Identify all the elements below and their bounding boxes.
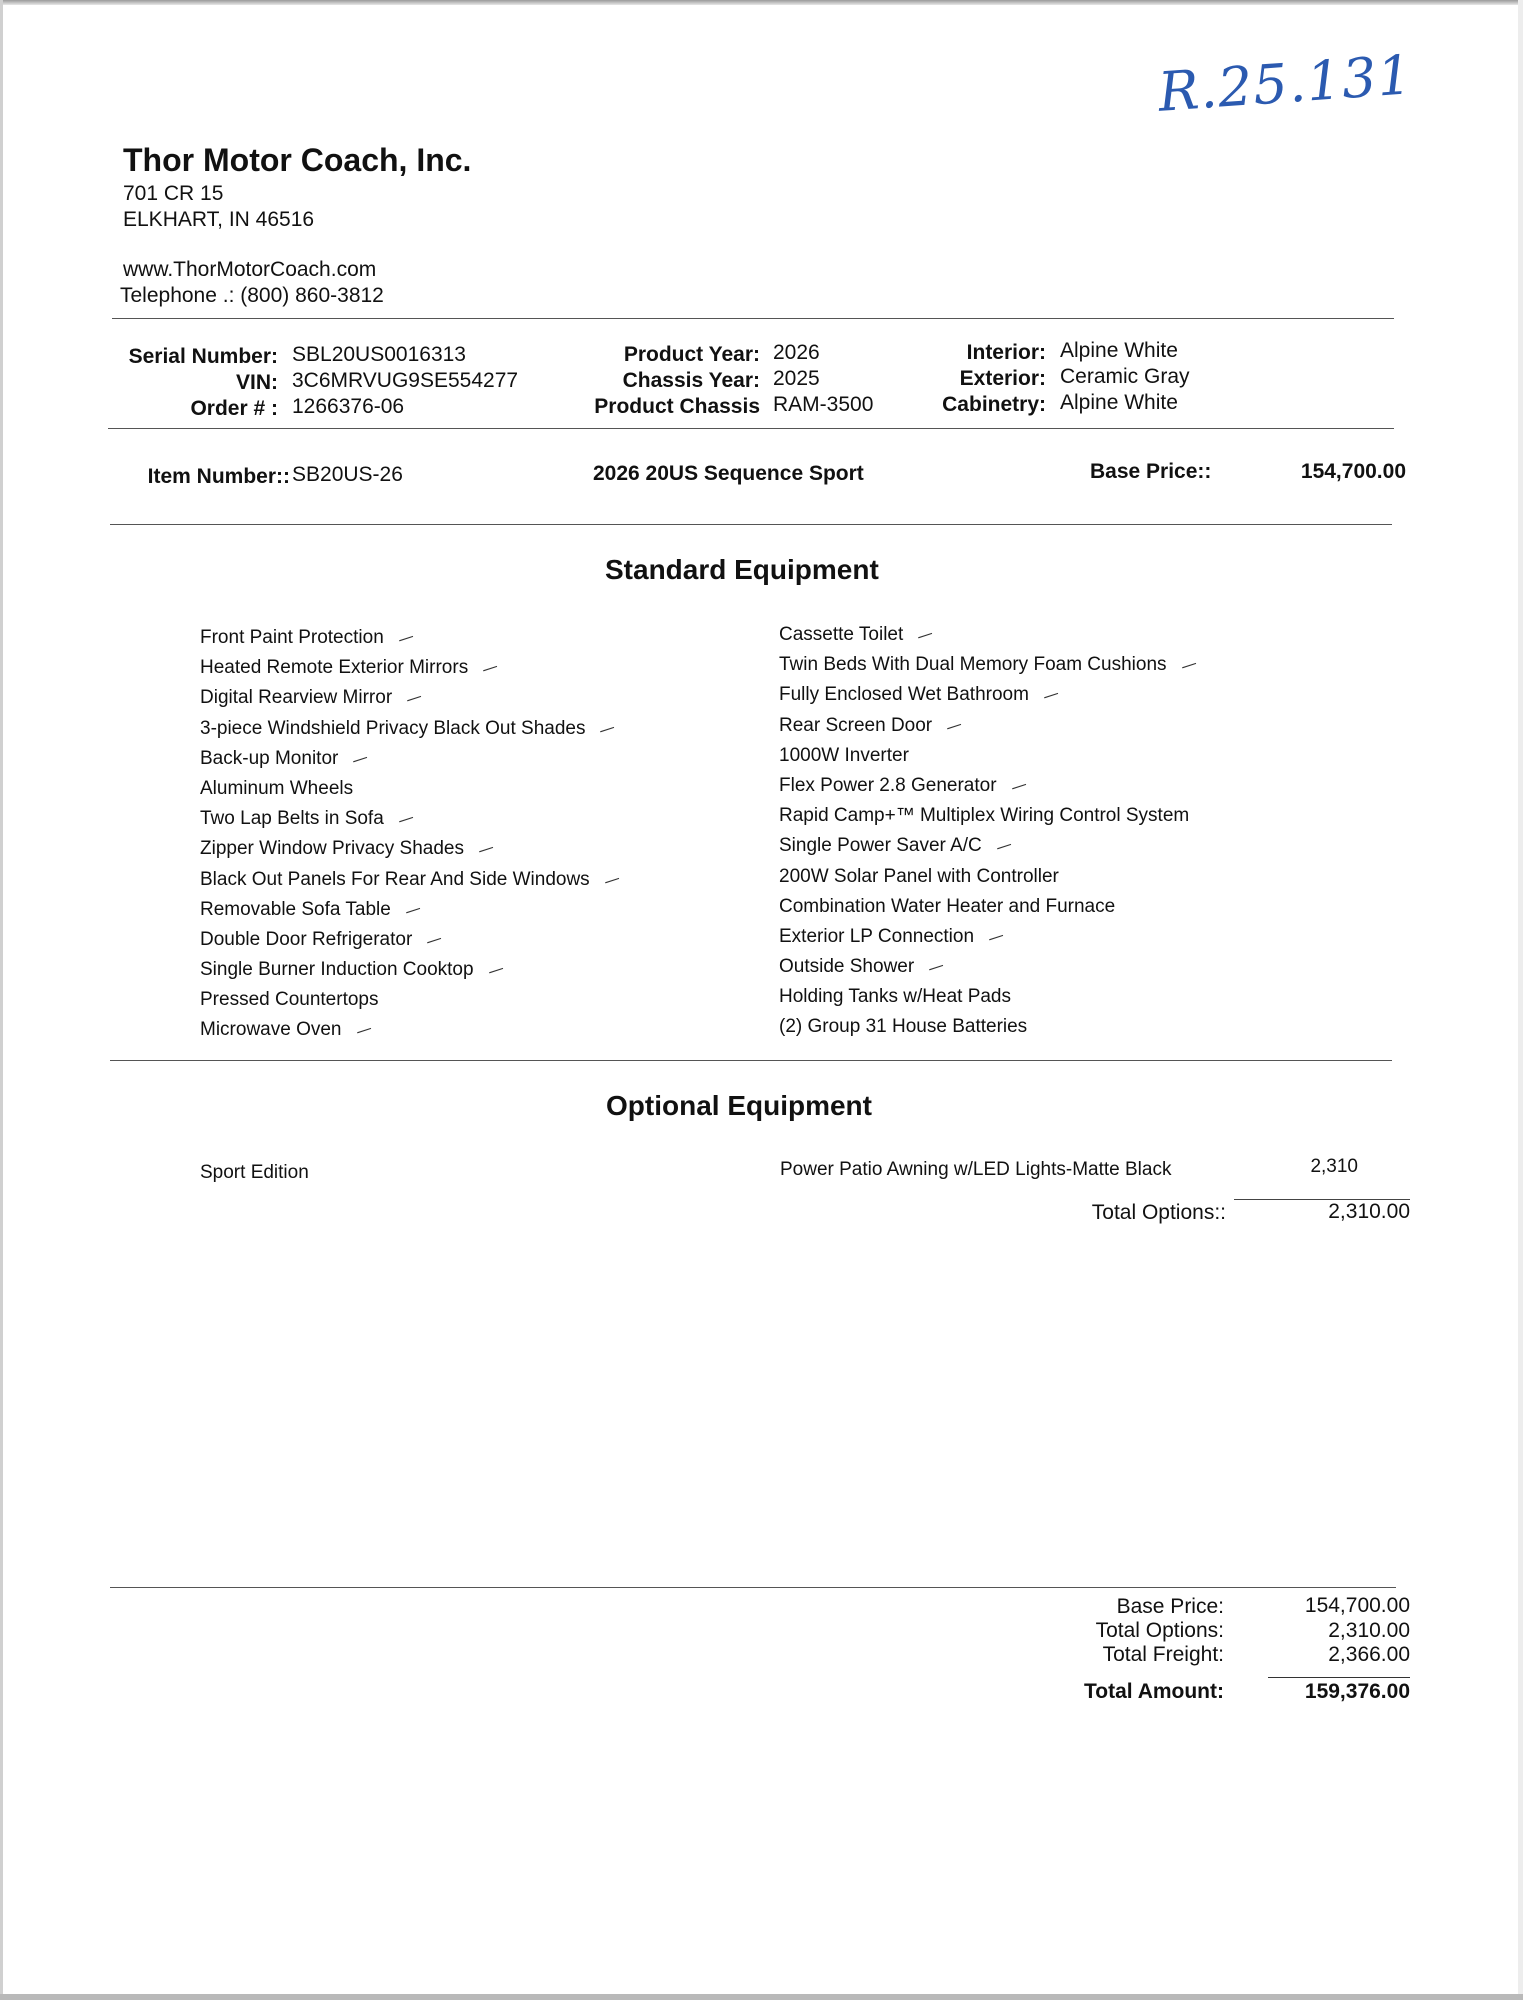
item-number-label: Item Number::	[147, 465, 290, 488]
scan-edge-right	[1518, 0, 1523, 2000]
summary-total-freight-label: Total Freight:	[1102, 1643, 1224, 1666]
equipment-item-label: Exterior LP Connection	[779, 925, 975, 947]
serial-number-label: Serial Number:	[128, 345, 278, 368]
summary-total-freight-value: 2,366.00	[1328, 1643, 1410, 1666]
equipment-item-label: Aluminum Wheels	[200, 777, 354, 799]
base-price-value: 154,700.00	[1300, 460, 1406, 483]
check-mark-icon: —	[600, 867, 623, 891]
cabinetry-value: Alpine White	[1060, 391, 1178, 414]
equipment-item-label: (2) Group 31 House Batteries	[779, 1016, 1028, 1038]
equipment-item	[200, 744, 620, 774]
check-mark-icon: —	[352, 1018, 374, 1042]
serial-number-value: SBL20US0016313	[292, 343, 466, 366]
check-mark-icon: —	[395, 626, 417, 650]
check-mark-icon: —	[596, 716, 618, 740]
equipment-item-label: Cassette Toilet	[779, 624, 904, 645]
equipment-item-label: Fully Enclosed Wet Bathroom	[779, 684, 1029, 706]
divider	[112, 318, 1394, 319]
equipment-item-label: Removable Sofa Table	[200, 898, 391, 920]
equipment-item-label: Two Lap Belts in Sofa	[200, 808, 384, 830]
equipment-item	[200, 653, 620, 683]
equipment-item	[779, 711, 1197, 741]
equipment-item-label: Single Burner Induction Cooktop	[200, 959, 474, 981]
check-mark-icon: —	[914, 623, 936, 647]
summary-total-amount-label: Total Amount:	[1084, 1680, 1224, 1703]
equipment-item	[779, 801, 1197, 831]
handwritten-note: R.25.131	[1156, 43, 1415, 124]
chassis-year-label: Chassis Year:	[622, 369, 760, 392]
equipment-item	[200, 865, 623, 895]
equipment-item	[200, 623, 620, 653]
product-year-value: 2026	[773, 341, 820, 364]
equipment-item	[779, 771, 1197, 801]
check-mark-icon: —	[395, 807, 417, 831]
equipment-item	[779, 831, 1197, 861]
equipment-item-label: 1000W Inverter	[779, 744, 909, 766]
vin-label: VIN:	[236, 371, 278, 394]
product-chassis-value: RAM-3500	[773, 393, 874, 416]
equipment-item-label: Pressed Countertops	[200, 989, 379, 1011]
equipment-item-label: Combination Water Heater and Furnace	[779, 895, 1116, 917]
check-mark-icon: —	[925, 955, 947, 979]
standard-equipment-right-list	[779, 620, 1197, 1043]
exterior-label: Exterior:	[959, 367, 1046, 390]
equipment-item	[200, 1015, 620, 1045]
check-mark-icon: —	[403, 686, 425, 710]
summary-base-price-label: Base Price:	[1116, 1595, 1224, 1618]
standard-equipment-title: Standard Equipment	[605, 554, 879, 585]
divider	[110, 1587, 1396, 1588]
divider	[1268, 1677, 1410, 1678]
equipment-item-label: Back-up Monitor	[200, 747, 339, 769]
equipment-item-label: Single Power Saver A/C	[779, 835, 982, 857]
optional-equipment-title: Optional Equipment	[606, 1090, 872, 1121]
equipment-item	[200, 834, 620, 864]
equipment-item	[779, 862, 1197, 892]
exterior-value: Ceramic Gray	[1060, 365, 1190, 388]
summary-total-options-value: 2,310.00	[1328, 1619, 1410, 1642]
equipment-item	[200, 985, 620, 1015]
company-address-line2: ELKHART, IN 46516	[123, 208, 315, 231]
company-address-line1: 701 CR 15	[123, 182, 224, 205]
equipment-item-label: 200W Solar Panel with Controller	[779, 865, 1059, 887]
check-mark-icon: —	[484, 958, 506, 982]
optional-item-price: 2,310	[1310, 1156, 1358, 1177]
equipment-item	[779, 1012, 1197, 1042]
equipment-item-label: Digital Rearview Mirror	[200, 687, 393, 709]
order-number-label: Order # :	[190, 397, 278, 420]
divider	[110, 524, 1392, 525]
equipment-item	[200, 895, 620, 925]
equipment-item	[200, 955, 620, 985]
equipment-item-label: Zipper Window Privacy Shades	[200, 838, 464, 860]
equipment-item-label: Heated Remote Exterior Mirrors	[200, 657, 469, 679]
equipment-item-label: Outside Shower	[779, 956, 915, 978]
company-name: Thor Motor Coach, Inc.	[123, 142, 472, 178]
product-chassis-label: Product Chassis	[594, 395, 760, 418]
summary-base-price-value: 154,700.00	[1304, 1594, 1410, 1617]
optional-item-label: Power Patio Awning w/LED Lights-Matte Black	[780, 1159, 1172, 1180]
check-mark-icon: —	[402, 897, 424, 921]
total-options-label: Total Options::	[1091, 1201, 1226, 1224]
divider	[108, 428, 1394, 429]
equipment-item	[779, 982, 1197, 1012]
check-mark-icon: —	[985, 924, 1007, 948]
product-year-label: Product Year:	[623, 343, 760, 366]
item-description: 2026 20US Sequence Sport	[593, 462, 864, 485]
summary-total-options-label: Total Options:	[1095, 1619, 1224, 1642]
interior-label: Interior:	[966, 341, 1046, 364]
check-mark-icon: —	[1007, 773, 1029, 797]
order-number-value: 1266376-06	[292, 395, 405, 418]
equipment-item	[779, 892, 1197, 922]
interior-value: Alpine White	[1060, 339, 1178, 362]
equipment-item	[200, 774, 620, 804]
equipment-item	[200, 925, 620, 955]
company-website: www.ThorMotorCoach.com	[123, 258, 377, 281]
equipment-item-label: Flex Power 2.8 Generator	[779, 774, 997, 796]
cabinetry-label: Cabinetry:	[942, 393, 1046, 416]
equipment-item-label: Holding Tanks w/Heat Pads	[779, 986, 1011, 1008]
base-price-label: Base Price::	[1090, 460, 1212, 483]
scan-edge-top	[0, 0, 1523, 5]
vin-value: 3C6MRVUG9SE554277	[292, 369, 519, 392]
equipment-item	[779, 680, 1197, 710]
equipment-item	[779, 741, 1197, 771]
divider	[110, 1060, 1392, 1061]
equipment-item	[779, 650, 1197, 680]
equipment-item-label: Twin Beds With Dual Memory Foam Cushions	[779, 654, 1167, 676]
check-mark-icon: —	[943, 713, 965, 737]
scan-edge-left	[0, 0, 3, 2000]
check-mark-icon: —	[1040, 683, 1062, 707]
check-mark-icon: —	[349, 746, 371, 770]
equipment-item	[779, 922, 1197, 952]
item-number-value: SB20US-26	[292, 463, 403, 486]
check-mark-icon: —	[993, 834, 1015, 858]
chassis-year-value: 2025	[773, 367, 820, 390]
check-mark-icon: —	[479, 656, 501, 680]
equipment-item	[779, 620, 1197, 650]
standard-equipment-left-list	[200, 623, 623, 1046]
optional-edition: Sport Edition	[200, 1162, 309, 1183]
equipment-item-label: Black Out Panels For Rear And Side Windows	[200, 868, 590, 890]
equipment-item-label: 3-piece Windshield Privacy Black Out Shades	[200, 717, 586, 739]
check-mark-icon: —	[423, 927, 445, 951]
company-telephone: Telephone .: (800) 860-3812	[120, 284, 384, 307]
equipment-item-label: Front Paint Protection	[200, 627, 384, 648]
total-options-value: 2,310.00	[1328, 1200, 1410, 1223]
equipment-item	[200, 804, 620, 834]
check-mark-icon: —	[1177, 653, 1199, 677]
equipment-item	[779, 952, 1197, 982]
equipment-item-label: Microwave Oven	[200, 1019, 342, 1041]
equipment-item	[200, 714, 620, 744]
equipment-item-label: Rear Screen Door	[779, 714, 933, 736]
scan-edge-bottom	[0, 1994, 1523, 2000]
equipment-item-label: Rapid Camp+™ Multiplex Wiring Control System	[779, 805, 1190, 827]
check-mark-icon: —	[475, 837, 497, 861]
summary-total-amount-value: 159,376.00	[1304, 1680, 1410, 1703]
equipment-item-label: Double Door Refrigerator	[200, 928, 413, 950]
equipment-item	[200, 683, 620, 713]
